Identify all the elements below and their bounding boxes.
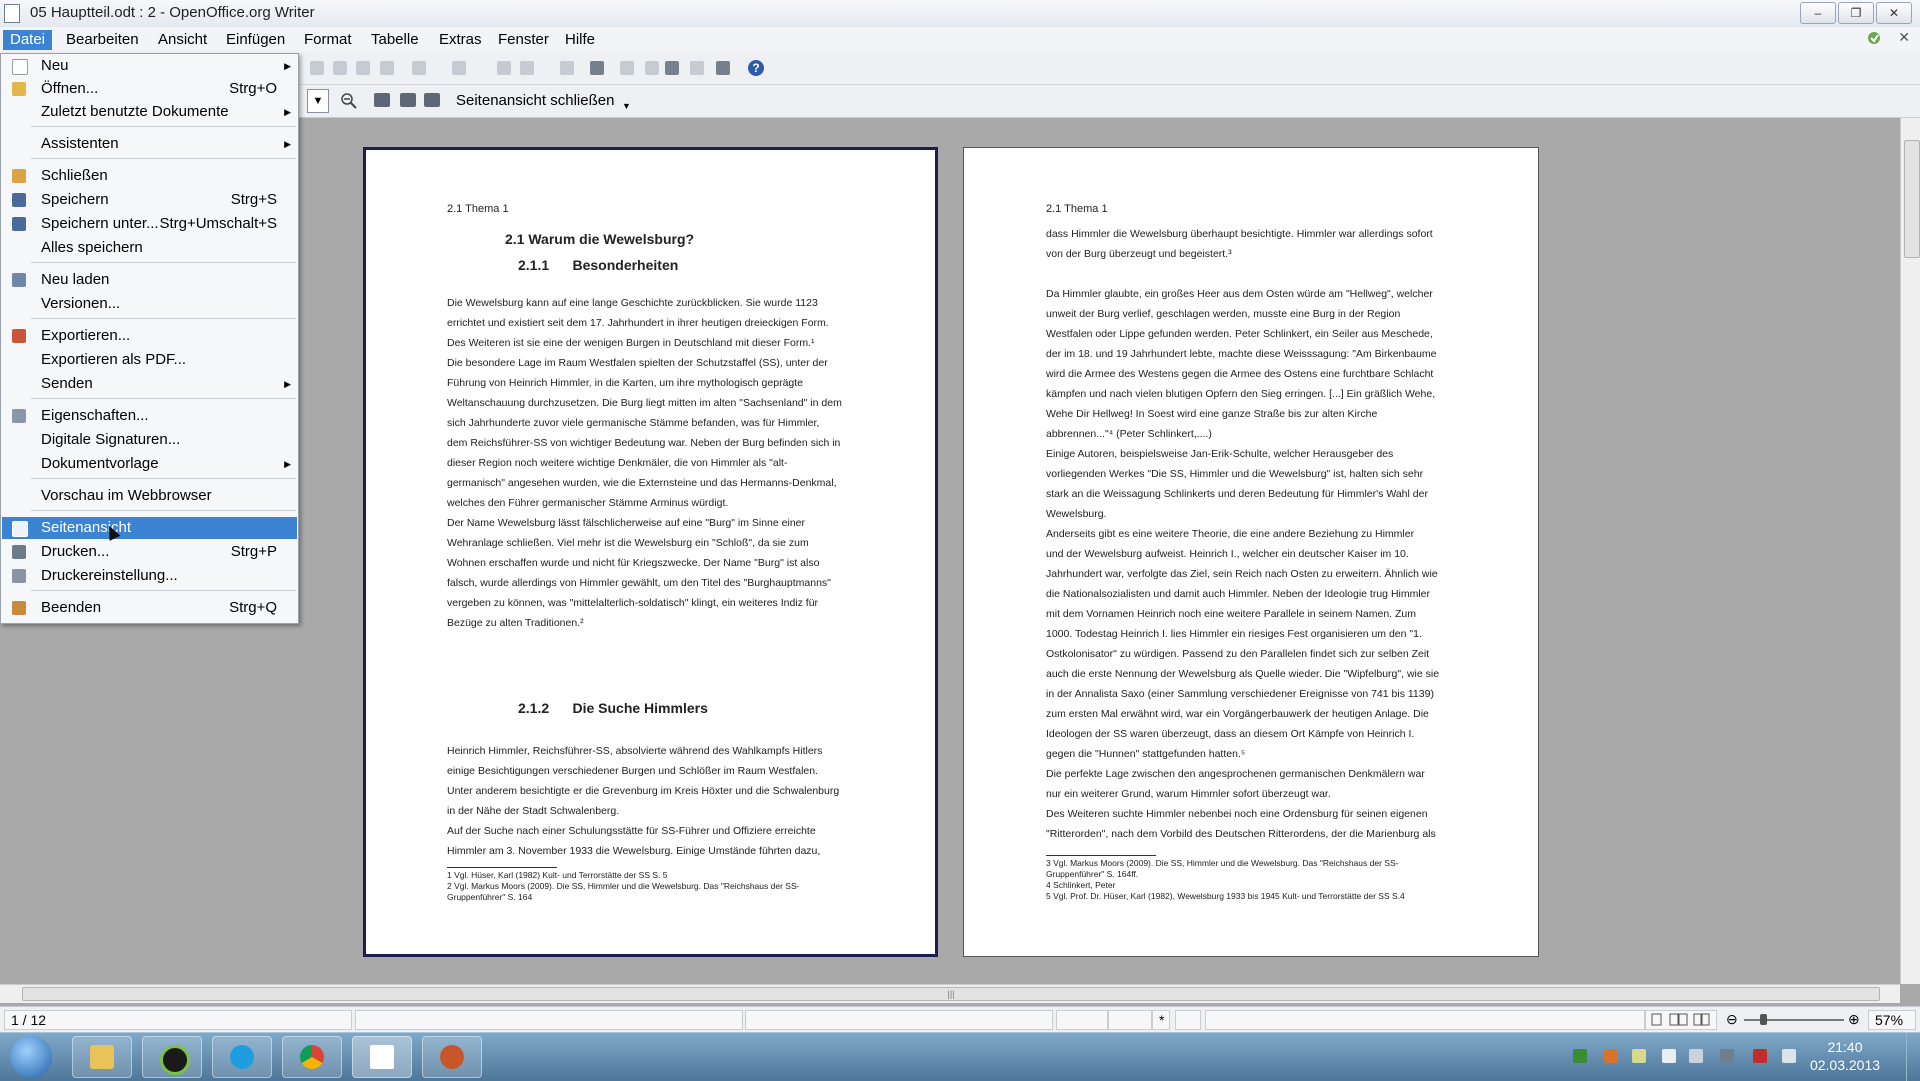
footnotes: 1 Vgl. Hüser, Karl (1982) Kult- und Terrorstätte der SS S. 5 2 Vgl. Markus Moors (2009). Die SS, Himmler und die Wewelsburg. Das "Reichshaus der SS- Gruppenführer" S. 164 <box>447 870 800 902</box>
status-bar <box>0 1006 1920 1033</box>
writer-document-icon <box>370 1045 394 1069</box>
tray-volume-icon[interactable] <box>1782 1049 1796 1063</box>
page-header: 2.1 Thema 1 <box>1046 203 1108 215</box>
preview-pages-dropdown[interactable]: ▼ <box>307 89 329 113</box>
redo-icon[interactable] <box>452 61 466 75</box>
show-desktop-button[interactable] <box>1906 1033 1920 1081</box>
printer-icon <box>12 545 26 559</box>
menu-separator <box>31 262 296 263</box>
menu-item-speichern-unter[interactable]: Speichern unter... Strg+Umschalt+S <box>2 213 297 235</box>
chrome-icon <box>300 1045 324 1069</box>
status-field-selection <box>1108 1010 1152 1030</box>
menu-item-senden[interactable]: Senden ▶ <box>2 373 297 395</box>
paste-icon[interactable] <box>356 61 370 75</box>
show-draw-functions-icon[interactable] <box>560 61 574 75</box>
footnote-separator <box>1046 855 1156 856</box>
menu-item-seitenansicht[interactable]: Seitenansicht <box>2 517 297 539</box>
menu-separator <box>31 590 296 591</box>
horizontal-scroll-thumb[interactable]: ||| <box>22 987 1880 1001</box>
vertical-scroll-thumb[interactable] <box>1904 140 1920 258</box>
taskbar-openoffice[interactable] <box>352 1036 412 1078</box>
zoom-in-button[interactable]: ⊕ <box>1848 1011 1860 1027</box>
menu-item-druckereinstellung[interactable]: Druckereinstellung... <box>2 565 297 587</box>
tray-notes-icon[interactable] <box>1632 1049 1646 1063</box>
undo-icon[interactable] <box>412 61 426 75</box>
taskbar-explorer[interactable] <box>72 1036 132 1078</box>
close-preview-button[interactable]: Seitenansicht schließen <box>456 92 615 109</box>
window-title: 05 Hauptteil.odt : 2 - OpenOffice.org Writer <box>30 4 315 21</box>
menu-item-neu-laden[interactable]: Neu laden <box>2 269 297 291</box>
submenu-arrow-icon: ▶ <box>284 139 291 149</box>
menu-item-oeffnen[interactable]: Öffnen... Strg+O <box>2 78 297 100</box>
document-page-right[interactable] <box>963 147 1539 957</box>
submenu-arrow-icon: ▶ <box>284 379 291 389</box>
menu-item-drucken[interactable]: Drucken... Strg+P <box>2 541 297 563</box>
tray-network-icon[interactable] <box>1720 1049 1734 1063</box>
tray-tool-icon[interactable] <box>1689 1049 1703 1063</box>
menu-item-dokumentvorlage[interactable]: Dokumentvorlage ▶ <box>2 453 297 475</box>
menu-item-versionen[interactable]: Versionen... <box>41 295 121 312</box>
heading-2-1-2: 2.1.2 Die Suche Himmlers <box>518 700 708 716</box>
menu-item-signaturen[interactable]: Digitale Signaturen... <box>41 431 181 448</box>
zoom-out-button[interactable]: ⊖ <box>1726 1011 1738 1027</box>
taskbar-app[interactable] <box>422 1036 482 1078</box>
footnotes: 3 Vgl. Markus Moors (2009). Die SS, Himmler und die Wewelsburg. Das "Reichshaus der SS- Gruppenführer" S. 164ff. 4 Schlinkert, Peter 5 Vgl. Prof. Dr. Hüser, Karl (1982), Wewelsburg 1933 bis 1945 Kult- und Terrorstätte der SS S.4 <box>1046 858 1405 901</box>
open-folder-icon <box>12 82 26 96</box>
folder-icon <box>90 1045 114 1069</box>
taskbar-skype[interactable] <box>212 1036 272 1078</box>
menu-separator <box>31 158 296 159</box>
print-options-icon[interactable] <box>424 93 440 107</box>
menu-item-neu[interactable]: Neu ▶ <box>2 55 297 77</box>
clock-date: 02.03.2013 <box>1809 1057 1881 1073</box>
footnote-separator <box>447 867 557 868</box>
menu-item-exportieren-pdf[interactable]: Exportieren als PDF... <box>41 351 187 368</box>
menu-tabelle[interactable]: Tabelle <box>371 31 419 48</box>
print-preview-icon[interactable] <box>400 93 416 107</box>
printer-settings-icon <box>12 569 26 583</box>
restore-button[interactable]: ❐ <box>1838 2 1874 24</box>
menu-datei[interactable]: Datei <box>3 30 52 50</box>
menu-separator <box>31 478 296 479</box>
menu-separator <box>31 126 296 127</box>
close-document-icon[interactable]: ✕ <box>1898 29 1910 45</box>
windows-taskbar <box>0 1032 1920 1081</box>
navigator-icon[interactable] <box>620 61 634 75</box>
menu-bearbeiten[interactable]: Bearbeiten <box>66 31 139 48</box>
save-as-icon <box>12 217 26 231</box>
page-preview-icon <box>12 521 28 537</box>
tray-flag-icon[interactable] <box>1662 1049 1676 1063</box>
heading-2-1: 2.1 Warum die Wewelsburg? <box>505 231 695 247</box>
vertical-scrollbar[interactable] <box>1900 118 1920 984</box>
menu-extras[interactable]: Extras <box>439 31 482 48</box>
help-icon[interactable]: ? <box>748 60 764 76</box>
body-paragraph: Die Wewelsburg kann auf eine lange Geschichte zurückblicken. Sie wurde 1123 errichtet und existiert seit dem 17. Jahrhundert in ihrer heutigen dreieckigen Form. Des Weiteren ist sie eine der wenigen Burgen in Deutschland mit dieser Form.¹ Die besondere Lage im Raum Westfalen spielten der Schutzstaffel (SS), unter der Führung von Heinrich Himmler, in die Karten, um ihre mythologisch geprägte Weltanschauung durchzusetzen. Die Burg liegt mitten im alten "Sachsenland" in dem sich Jahrhunderte zuvor viele germanische Stämme befanden, was für Himmler, dem Reichsführer-SS von wichtiger Bedeutung war. Neben der Burg befinden sich in dieser Region noch weitere wichtige Denkmäler, die von Himmler als "alt- germanisch" angesehen wurden, wie die Externsteine und das Hermanns-Denkmal, welches den Führer germanischer Stämme Arminus würdigt. Der Name Wewelsburg lässt fälschlicherweise auf eine "Burg" im Sinne einer Wehranlage schließen. Viel mehr ist die Wewelsburg ein "Schloß", da sie zum Wohnen erschaffen wurde und nicht für Kriegszwecke. Der Name "Burg" ist also falsch, wurde allerdings von Himmler gewählt, um den Titel des "Burghauptmanns" vergeben zu können, was "mittelalterlich-soldatisch" klingt, ein weiteres Indiz für Bezüge zu alten Traditionen.² <box>447 297 842 629</box>
view-layout-buttons[interactable] <box>1645 1010 1717 1030</box>
status-field-info <box>1205 1010 1645 1030</box>
heading-2-1-1: 2.1.1 Besonderheiten <box>518 257 679 273</box>
nonprinting-characters-icon[interactable] <box>690 61 704 75</box>
close-document-icon <box>12 169 26 183</box>
copy-icon[interactable] <box>333 61 347 75</box>
system-clock[interactable] <box>1805 1038 1885 1074</box>
format-paintbrush-icon[interactable] <box>380 61 394 75</box>
menu-item-eigenschaften[interactable]: Eigenschaften... <box>2 405 297 427</box>
menu-format[interactable]: Format <box>304 31 352 48</box>
menu-separator <box>31 510 296 511</box>
menu-item-beenden[interactable]: Beenden Strg+Q <box>2 597 297 619</box>
menu-hilfe[interactable]: Hilfe <box>565 31 596 48</box>
digital-signature-field <box>1175 1010 1201 1030</box>
page-header: 2.1 Thema 1 <box>447 203 509 215</box>
find-replace-icon[interactable] <box>590 61 604 75</box>
document-page-left[interactable] <box>363 147 938 957</box>
horizontal-scrollbar[interactable] <box>0 984 1900 1003</box>
status-field-style <box>355 1010 743 1030</box>
page-indicator[interactable]: 1 / 12 <box>4 1010 352 1030</box>
zoom-out-icon[interactable] <box>341 93 357 107</box>
menu-item-webvorschau[interactable]: Vorschau im Webbrowser <box>41 487 212 504</box>
minimize-button[interactable]: – <box>1800 2 1836 24</box>
gloves-icon <box>440 1045 464 1069</box>
properties-icon <box>12 409 26 423</box>
reload-icon <box>12 273 26 287</box>
body-paragraph: Heinrich Himmler, Reichsführer-SS, absolvierte während des Wahlkampfs Hitlers einige Besichtigungen verschiedener Burgen und Schlößer im Raum Westfalen. Unter anderem besichtigte er die Grevenburg im Kreis Höxter und die Schwalenburg in der Nähe der Stadt Schwalenberg. Auf der Suche nach einer Schulungsstätte für SS-Führer und Offiziere erreichte Himmler am 3. November 1933 die Wewelsburg. Einige Umstände führten dazu, <box>447 745 840 857</box>
data-sources-icon[interactable] <box>665 61 679 75</box>
table-icon[interactable] <box>520 61 534 75</box>
skype-icon <box>230 1045 254 1069</box>
exit-icon <box>12 601 26 615</box>
export-icon <box>12 329 26 343</box>
menu-bar <box>0 27 1920 54</box>
taskbar-chrome[interactable] <box>282 1036 342 1078</box>
close-window-button[interactable]: ✕ <box>1876 2 1912 24</box>
cut-icon[interactable] <box>310 61 324 75</box>
file-menu <box>0 53 299 624</box>
new-document-icon <box>12 59 28 75</box>
tray-antivirus-icon[interactable] <box>1753 1049 1767 1063</box>
clock-time: 21:40 <box>1827 1039 1863 1055</box>
menu-einfuegen[interactable]: Einfügen <box>226 31 286 48</box>
submenu-arrow-icon: ▶ <box>284 61 291 71</box>
menu-item-assistenten[interactable]: Assistenten ▶ <box>2 133 297 155</box>
fullscreen-icon[interactable] <box>374 93 390 107</box>
taskbar-spotify[interactable] <box>142 1036 202 1078</box>
menu-item-exportieren[interactable]: Exportieren... <box>2 325 297 347</box>
save-icon <box>12 193 26 207</box>
menu-ansicht[interactable]: Ansicht <box>158 31 208 48</box>
menu-separator <box>31 398 296 399</box>
document-modified-indicator: * <box>1152 1010 1170 1030</box>
menu-item-alles-speichern[interactable]: Alles speichern <box>41 239 143 256</box>
zoom-slider[interactable] <box>1744 1019 1844 1021</box>
status-field-insert <box>1056 1010 1108 1030</box>
menu-item-schliessen[interactable]: Schließen <box>2 165 297 187</box>
hyperlink-icon[interactable] <box>497 61 511 75</box>
submenu-arrow-icon: ▶ <box>284 459 291 469</box>
tray-app-icon[interactable] <box>1604 1049 1618 1063</box>
zoom-level[interactable]: 57% <box>1868 1010 1916 1030</box>
menu-item-speichern[interactable]: Speichern Strg+S <box>2 189 297 211</box>
status-field-language <box>745 1010 1053 1030</box>
menu-separator <box>31 318 296 319</box>
menu-fenster[interactable]: Fenster <box>498 31 549 48</box>
start-button[interactable] <box>10 1036 52 1078</box>
zoom-icon[interactable] <box>716 61 730 75</box>
tray-spotify-icon[interactable] <box>1573 1049 1587 1063</box>
body-paragraph: dass Himmler die Wewelsburg überhaupt besichtigte. Himmler war allerdings sofort von der Burg überzeugt und begeistert.³ Da Himmler glaubte, ein großes Heer aus dem Osten würde am "Hellweg", welcher unweit der Burg verlief, geschlagen werden, musste eine Burg in der Region Westfalen oder Lippe gefunden werden. Peter Schlinkert, ein Seiler aus Meschede, der im 18. und 19 Jahrhundert lebte, machte diese Weisssagung: "Am Birkenbaume wird die Armee des Westens gegen die Armee des Ostens eine furchtbare Schlacht kämpfen und nach vielen blutigen Opfern den Sieg erringen. [...] Ein gräßlich Wehe, Wehe Dir Hellweg! In Soest wird eine ganze Straße bis zur alten Kirche abbrennen..."⁴ (Peter Schlinkert,....) Einige Autoren, beispielsweise Jan-Erik-Schulte, welcher Herausgeber des vorliegenden Werkes "Die SS, Himmler und die Wewelsburg" ist, halten sich sehr stark an die Weissagung Schlinkerts und deren Bedeutung für Himmler's Wahl der Wewelsburg. Anderseits gibt es eine weitere Theorie, die eine andere Beziehung zu Himmler und der Wewelsburg aufweist. Heinrich I., welcher ein deutscher Kaiser im 10. Jahrhundert war, verfolgte das Ziel, sein Reich nach Osten zu erweitern. Ähnlich wie die Nationalsozialisten und damit auch Himmler. Neben der Ideologie trug Himmler mit dem Vornamen Heinrich noch eine weitere Parallele in seinem Namen. Zum 1000. Todestag Heinrich I. lies Himmler ein riesiges Fest organisieren um den "1. Ostkolonisator" zu würdigen. Passend zu den Parallelen findet sich zur selben Zeit auch die erste Nennung der Wewelsburg als Quelle wieder. Die "Wipfelburg", wie sie in der Annalista Saxo (einer Sammlung verschiedener Ereignisse von 741 bis 1139) zum ersten Mal erwähnt wird, war ein Vorgängerbauwerk der heutigen Anlage. Die Ideologen der SS waren überzeugt, dass an diesem Ort Kämpfe von Heinrich I. gegen die "Hunnen" stattgefunden hatten.⁵ Die perfekte Lage zwischen den angesprochenen germanischen Denkmälern war nur ein weiterer Grund, warum Himmler sofort überzeugt war. Des Weiteren suchte Himmler nebenbei noch eine Ordensburg für seinen eigenen "Ritterorden", nach dem Vorbild des Deutschen Ritterordens, der die Marienburg als <box>1046 228 1440 840</box>
title-bar <box>0 0 1920 28</box>
document-app-icon <box>4 4 20 23</box>
zoom-slider-knob[interactable] <box>1760 1014 1767 1025</box>
toolbar-overflow-icon[interactable]: ▼ <box>622 101 631 111</box>
extension-update-icon[interactable] <box>1866 30 1882 46</box>
menu-item-zuletzt[interactable]: Zuletzt benutzte Dokumente ▶ <box>2 101 297 123</box>
gallery-icon[interactable] <box>645 61 659 75</box>
submenu-arrow-icon: ▶ <box>284 107 291 117</box>
spotify-icon <box>160 1045 190 1075</box>
